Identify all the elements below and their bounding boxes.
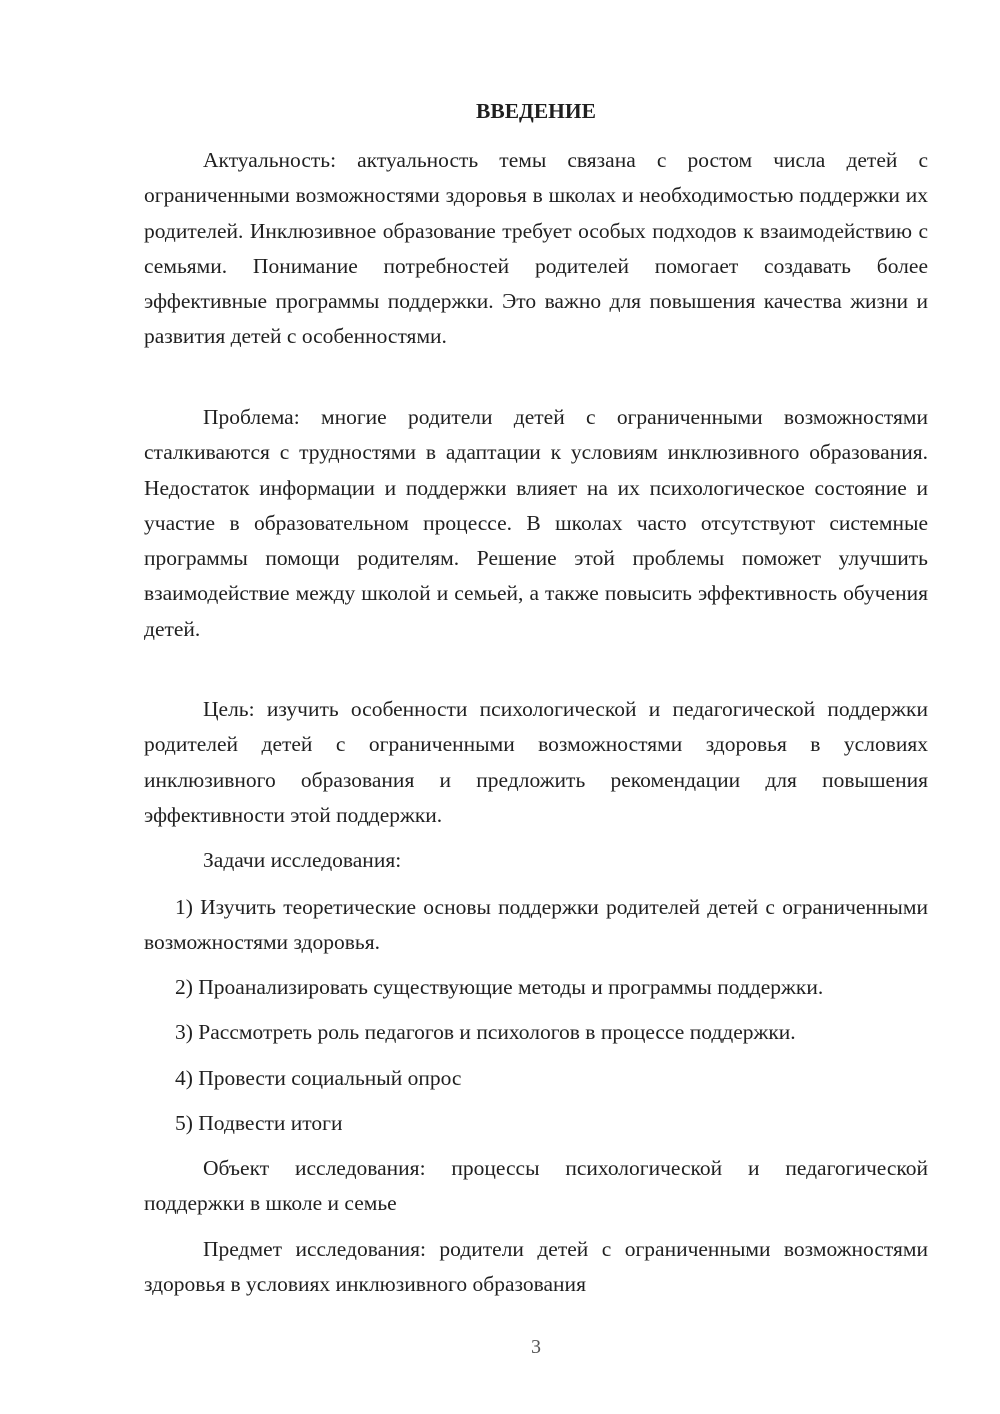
page-title: ВВЕДЕНИЕ [476,99,596,123]
tasks-heading: Задачи исследования: [203,848,402,872]
goal-paragraph: Цель: изучить особенности психологической и педагогической поддержки родителей детей с ограниченными возможностями здоровья в условиях инклюзивного образования и предложить рекомендации для повышения эффективности этой поддержки. [144,697,928,827]
subject-paragraph: Предмет исследования: родители детей с ограниченными возможностями здоровья в условиях инклюзивного образования [144,1237,928,1297]
task-item-1: 1) Изучить теоретические основы поддержки родителей детей с ограниченными возможностями здоровья. [144,895,928,955]
task-item-3: 3) Рассмотреть роль педагогов и психологов в процессе поддержки. [175,1020,796,1044]
task-item-4: 4) Провести социальный опрос [175,1066,462,1090]
task-item-2: 2) Проанализировать существующие методы и программы поддержки. [175,975,824,999]
relevance-paragraph: Актуальность: актуальность темы связана с ростом числа детей с ограниченными возможностями здоровья в школах и необходимостью поддержки их родителей. Инклюзивное образование требует особых подходов к взаимодействию с семьями. Понимание потребностей родителей помогает создавать более эффективные программы поддержки. Это важно для повышения качества жизни и развития детей с особенностями. [144,148,928,349]
object-paragraph: Объект исследования: процессы психологической и педагогической поддержки в школе и семье [144,1156,928,1216]
task-item-5: 5) Подвести итоги [175,1111,343,1135]
problem-paragraph: Проблема: многие родители детей с ограниченными возможностями сталкиваются с трудностями в адаптации к условиям инклюзивного образования. Недостаток информации и поддержки влияет на их психологическое состояние и участие в образовательном процессе. В школах часто отсутствуют системные программы помощи родителям. Решение этой проблемы поможет улучшить взаимодействие между школой и семьей, а также повысить эффективность обучения детей. [144,405,928,641]
page-number: 3 [531,1336,541,1358]
